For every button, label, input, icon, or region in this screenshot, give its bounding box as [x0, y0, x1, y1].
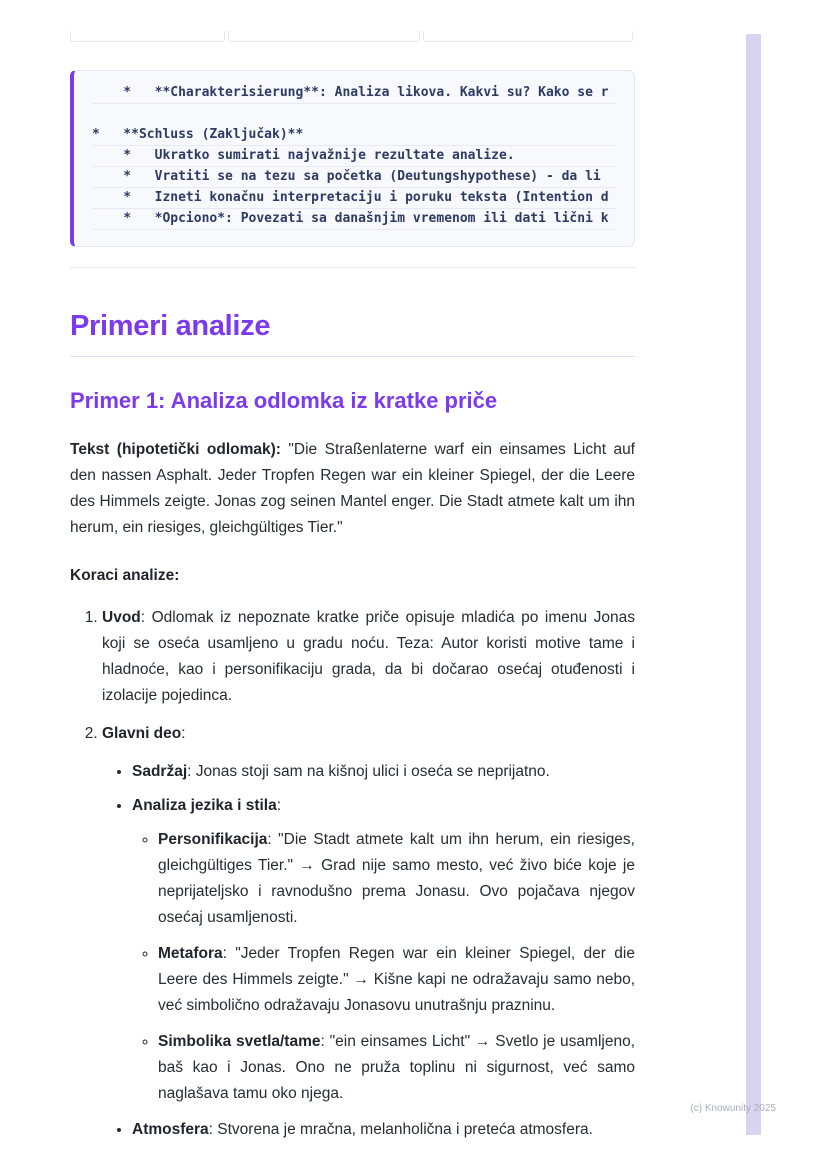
- list-item-glavni-deo: [102, 721, 635, 1143]
- code-line: * Ukratko sumirati najvažnije rezultate analize.: [92, 146, 616, 167]
- item-text: : "Jeder Tropfen Regen war ein kleiner Spiegel, der die Leere des Himmels zeigte." → Kišne kapi ne odražavaju samo nebo, već simbolično odražavaju Jonasovu unutrašnju prazninu.: [158, 945, 635, 1014]
- item-text: :: [276, 797, 282, 814]
- item-text: :: [181, 725, 186, 742]
- code-line: * **Charakterisierung**: Analiza likova. Kakvi su? Kako se r: [92, 83, 616, 104]
- item-label: Personifikacija: [158, 831, 268, 848]
- bullet-item-atmosfera: [132, 1117, 635, 1143]
- title-underline-divider: [70, 356, 635, 357]
- table-remnant-cell: [228, 31, 420, 42]
- sub-bullet-item-simbolika: [158, 1029, 635, 1107]
- bullet-list: [102, 759, 635, 1143]
- item-text: : "ein einsames Licht" → Svetlo je usamljeno, baš kao i Jonas. Ono ne pruža toplinu ni sigurnost, već samo naglašava tamu oko njega.: [158, 1033, 635, 1102]
- item-text: : "Die Stadt atmete kalt um ihn herum, ein riesiges, gleichgültiges Tier." → Grad nije samo mesto, već živo biće koje je neprijateljsko i ravnodušno prema Jonasu. Ovo pojačava njegov osećaj usamljenosti.: [158, 831, 635, 926]
- page-title: Primeri analize: [70, 310, 271, 342]
- section-title: Primer 1: Analiza odlomka iz kratke priče: [70, 388, 498, 413]
- footer-credit: (c) Knowunity 2025: [690, 1103, 776, 1114]
- list-item-uvod: [102, 605, 635, 709]
- code-line: * **Schluss (Zaključak)**: [92, 125, 616, 146]
- paragraph-tekst: [70, 437, 635, 541]
- code-line: * *Opciono*: Povezati sa današnjim vremenom ili dati lični k: [92, 209, 616, 230]
- item-label: Simbolika svetla/tame: [158, 1033, 321, 1050]
- item-label: Atmosfera: [132, 1121, 209, 1138]
- code-block: [70, 70, 635, 247]
- sub-bullet-item-personifikacija: [158, 827, 635, 931]
- code-line: * Vratiti se na tezu sa početka (Deutungshypothese) - da li: [92, 167, 616, 188]
- item-label: Glavni deo: [102, 725, 182, 742]
- paragraph-koraci: Koraci analize:: [70, 567, 180, 584]
- item-label: Metafora: [158, 945, 223, 962]
- table-remnant-cell: [70, 31, 225, 42]
- item-text: : Jonas stoji sam na kišnoj ulici i oseća se neprijatno.: [187, 763, 550, 780]
- paragraph-tekst-text: "Die Straßenlaterne warf ein einsames Licht auf den nassen Asphalt. Jeder Tropfen Regen war ein kleiner Spiegel, der die Leere des Himmels zeigte. Jonas zog seinen Mantel enger. Die Stadt atmete kalt um ihn herum, ein riesiges, gleichgültiges Tier.": [70, 441, 635, 536]
- item-label: Uvod: [102, 609, 141, 626]
- page-edge-strip: [746, 34, 761, 1135]
- table-remnant-cell: [423, 31, 633, 42]
- bullet-item-analiza: [132, 793, 635, 1107]
- table-remnant: [70, 31, 633, 42]
- code-line: [92, 104, 616, 125]
- document-page: [70, 0, 635, 1155]
- sub-bullet-item-metafora: [158, 941, 635, 1019]
- paragraph-tekst-label: Tekst (hipotetički odlomak):: [70, 441, 289, 458]
- item-label: Analiza jezika i stila: [132, 797, 277, 814]
- item-text: : Stvorena je mračna, melanholična i preteća atmosfera.: [208, 1121, 593, 1138]
- item-text: : Odlomak iz nepoznate kratke priče opisuje mladića po imenu Jonas koji se oseća usamljeno u gradu noću. Teza: Autor koristi motive tame i hladnoće, kao i personifikaciju grada, da bi dočarao osećaj otuđenosti i izolacije pojedinca.: [102, 609, 635, 704]
- section-divider: [70, 267, 635, 268]
- sub-bullet-list: [132, 827, 635, 1107]
- bullet-item-sadrzaj: [132, 759, 635, 785]
- item-label: Sadržaj: [132, 763, 188, 780]
- steps-list: [70, 605, 635, 1143]
- code-line: * Izneti konačnu interpretaciju i poruku teksta (Intention d: [92, 188, 616, 209]
